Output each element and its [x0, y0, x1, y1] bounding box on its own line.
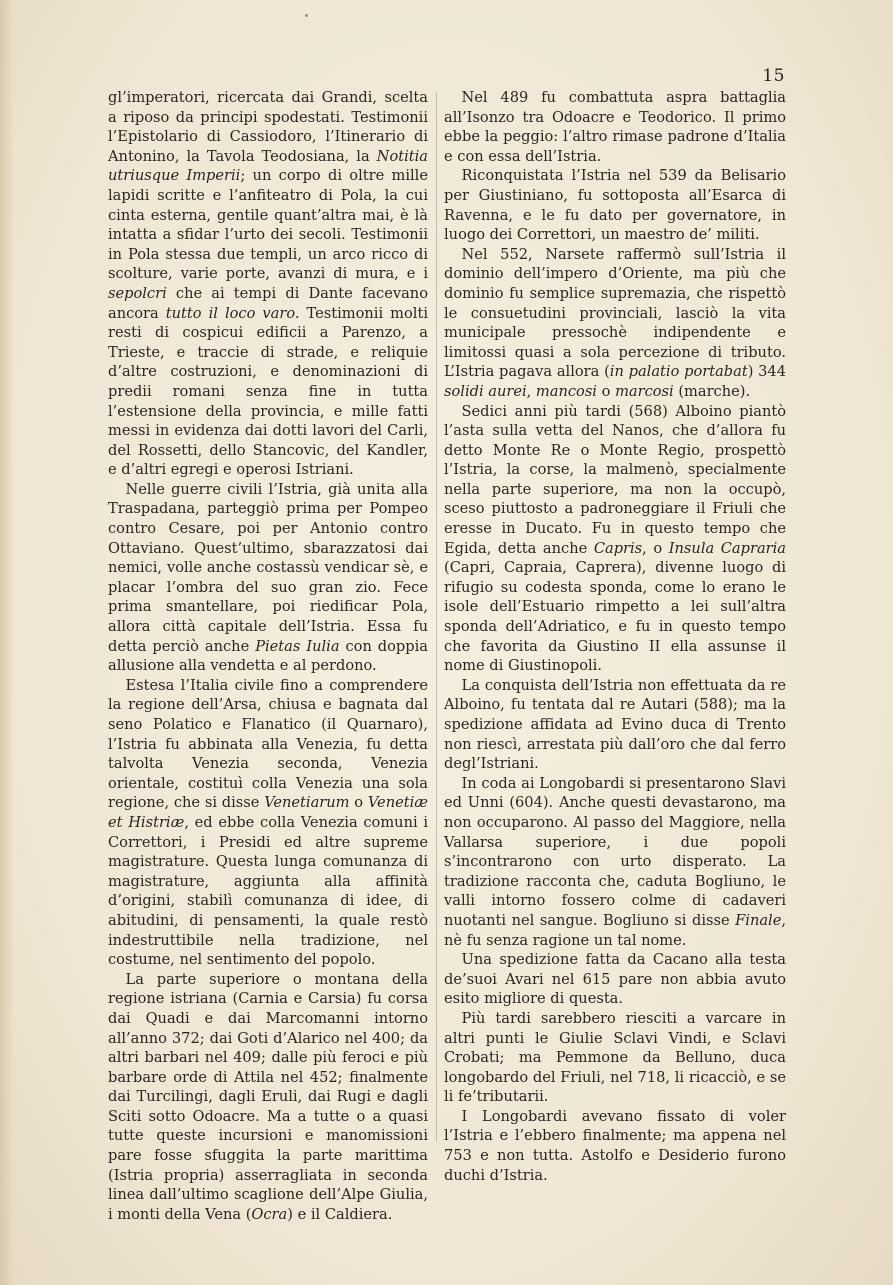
text-segment: gl’imperatori, ricercata dai Grandi, scelta a riposo da principi spodestati. Testimonii l’Epistolario di Cassiodoro, l’Itinerario di Antonino, la Tavola Teodosiana, la: [108, 89, 428, 165]
paragraph: [444, 676, 786, 774]
text-segment: La conquista dell’Istria non effettuata da re Alboino, fu tentata dal re Autari (588); ma la spedizione affidata ad Evino duca di Trento non riescì, arrestata più dall’oro che dal ferro degl’Istriani.: [444, 676, 786, 773]
paragraph: [108, 970, 428, 1225]
italic-text-segment: sepolcri: [108, 284, 167, 302]
left-text-column: [108, 88, 428, 1224]
italic-text-segment: mancosi: [535, 382, 597, 400]
text-segment: Più tardi sarebbero riesciti a varcare in altri punti le Giulie Sclavi Vindi, e Sclavi Crobati; ma Pemmone da Belluno, duca longobardo del Friuli, nel 718, li ricacciò, e se li fe’tributarii.: [444, 1009, 786, 1106]
text-segment: (Capri, Capraia, Caprera), divenne luogo di rifugio su codesta sponda, come lo erano le isole dell’Estuario rimpetto a lei sull’altra sponda dell’Adriatico, e fu in questo tempo che favorita da Giustino II ella assunse il nome di Giustinopoli.: [444, 559, 786, 675]
paragraph: [444, 1107, 786, 1185]
text-segment: o: [596, 382, 616, 400]
paragraph: [108, 88, 428, 480]
text-segment: ,: [526, 382, 536, 400]
italic-text-segment: Insula Capraria: [668, 539, 787, 557]
paragraph: [108, 480, 428, 676]
page-spine-shadow: [0, 0, 14, 1285]
text-segment: Una spedizione fatta da Cacano alla testa de’suoi Avari nel 615 pare non abbia avuto esito migliore di questa.: [444, 951, 786, 1008]
right-text-column: [444, 88, 786, 1185]
text-segment: (marche).: [673, 382, 751, 400]
italic-text-segment: Finale: [735, 911, 782, 929]
text-segment: , ed ebbe colla Venezia comuni i Correttori, i Presidi ed altre supreme magistrature. Questa lunga comunanza di magistrature, aggiunta alla affinità d’origini, stabilì comunanza di idee, di abitudini, di pensamenti, la quale restò indestruttibile nella tradizione, nel costume, nel sentimento del popolo.: [108, 813, 429, 969]
paper-speck: [305, 14, 308, 17]
text-segment: che ai tempi di Dante facevano ancora: [108, 284, 428, 322]
italic-text-segment: tutto il loco varo.: [165, 304, 300, 322]
page-number: 15: [762, 66, 785, 86]
text-segment: Nel 489 fu combattuta aspra battaglia all’Isonzo tra Odoacre e Teodorico. Il primo ebbe la peggio: l’altro rimase padrone d’Italia e con essa dell’Istria.: [444, 89, 786, 165]
italic-text-segment: marcosi: [615, 382, 674, 400]
text-segment: , o: [642, 539, 669, 557]
text-segment: In coda ai Longobardi si presentarono Slavi ed Unni (604). Anche questi devastarono, ma non occuparono. Al passo del Maggiore, nella Vallarsa superiore, i due popoli s’incontrarono con urto disperato. La tradizione racconta che, caduta Bogliuno, le valli intorno fossero colme di cadaveri nuotanti nel sangue. Bogliuno si disse: [444, 774, 786, 929]
text-segment: Sedici anni più tardi (568) Alboino piantò l’asta sulla vetta del Nanos, che d’allora fu detto Monte Re o Monte Regio, prospettò l’Istria, la corse, la malmenò, specialmente nella parte superiore, ma non la occupò, sceso piuttosto a padroneggiare il Friuli che eresse in Ducato. Fu in questo tempo che Egida, detta anche: [444, 402, 786, 557]
italic-text-segment: in palatio portabat: [609, 363, 748, 381]
text-segment: , nè fu senza ragione un tal nome.: [444, 911, 786, 949]
text-segment: o: [349, 794, 368, 812]
paragraph: [444, 774, 786, 950]
text-segment: Testimonii molti resti di cospicui edificii a Parenzo, a Trieste, e traccie di strade, e reliquie d’altre costruzioni, e denominazioni di predii romani senza fine in tutta l’estensione della provincia, e mille fatti messi in evidenza dai dotti lavori del Carli, del Rossetti, dello Stancovic, del Kandler, e d’altri egregi e operosi Istriani.: [108, 304, 428, 479]
italic-text-segment: Venetiarum: [264, 794, 350, 812]
paragraph: [444, 166, 786, 244]
text-segment: ) e il Caldiera.: [287, 1205, 393, 1223]
text-segment: ) 344: [747, 363, 786, 381]
text-segment: I Longobardi avevano fissato di voler l’Istria e l’ebbero finalmente; ma appena nel 753 e non tutta. Astolfo e Desiderio furono duchi d’Istria.: [444, 1107, 786, 1184]
paragraph: [444, 950, 786, 1009]
text-segment: Riconquistata l’Istria nel 539 da Belisario per Giustiniano, fu sottoposta all’Esarca di Ravenna, e le fu dato per governatore, in luogo dei Correttori, un maestro de’ militi.: [444, 167, 786, 244]
text-segment: La parte superiore o montana della regione istriana (Carnia e Carsia) fu corsa dai Quadi e dai Marcomanni intorno all’anno 372; dai Goti d’Alarico nel 400; da altri barbari nel 409; dalle più feroci e più barbare orde di Attila nel 452; finalmente dai Turcilingi, dagli Eruli, dai Rugi e dagli Sciti sotto Odoacre. Ma a tutte o a quasi tutte queste incursioni e manomissioni pare fosse sfuggita la parte marittima (Istria propria) asserragliata in seconda linea dall’ultimo scaglione dell’Alpe Giulia, i monti della Vena (: [108, 970, 428, 1223]
column-divider: [436, 92, 437, 1142]
text-segment: con doppia allusione alla vendetta e al perdono.: [108, 637, 428, 675]
italic-text-segment: Pietas Iulia: [255, 637, 340, 655]
text-segment: Nel 552, Narsete raffermò sull’Istria il dominio dell’impero d’Oriente, ma più che dominio fu semplice supremazia, che rispettò le consuetudini provinciali, lasciò la vita municipale pressochè indipendente e limitossi quasi a sola percezione di tributo. L’Istria pagava allora (: [444, 245, 786, 381]
paragraph: [444, 245, 786, 402]
text-segment: Nelle guerre civili l’Istria, già unita alla Traspadana, parteggiò prima per Pompeo contro Cesare, poi per Antonio contro Ottaviano. Quest’ultimo, sbarazzatosi dai nemici, volle anche costassù vendicar sè, e placar l’ombra del suo gran zio. Fece prima smantellare, poi riedificar Pola, allora città capitale dell’Istria. Essa fu detta perciò anche: [108, 480, 428, 655]
italic-text-segment: Notitia utriusque Imperii: [108, 147, 428, 185]
text-segment: ; un corpo di oltre mille lapidi scritte e l’anfiteatro di Pola, la cui cinta esterna, gentile quant’altra mai, è là intatta a sfidar l’urto dei secoli. Testimonii in Pola stessa due templi, un arco ricco di scolture, varie porte, avanzi di mura, e i: [108, 167, 428, 283]
paragraph: [108, 676, 428, 970]
italic-text-segment: solidi aurei: [444, 382, 527, 400]
paragraph: [444, 402, 786, 676]
italic-text-segment: Ocra: [251, 1205, 288, 1223]
paragraph: [444, 88, 786, 166]
paragraph: [444, 1009, 786, 1107]
italic-text-segment: Venetiæ et Histriæ: [108, 794, 428, 831]
text-segment: Estesa l’Italia civile fino a comprendere la regione dell’Arsa, chiusa e bagnata dal seno Polatico e Flanatico (il Quarnaro), l’Istria fu abbinata alla Venezia, fu detta talvolta Venezia seconda, Venezia orientale, costituì colla Venezia una sola regione, che si disse: [108, 676, 428, 812]
italic-text-segment: Capris: [593, 539, 643, 557]
